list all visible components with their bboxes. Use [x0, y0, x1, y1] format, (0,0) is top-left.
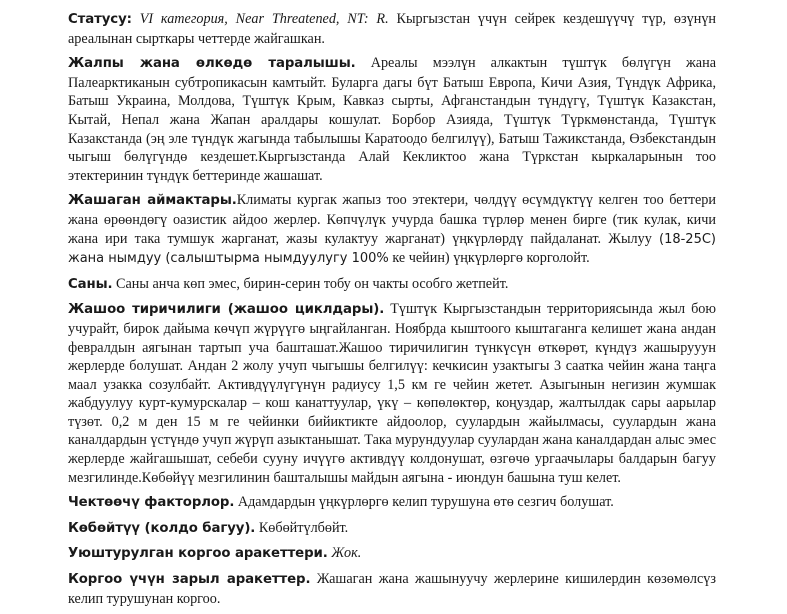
threats-text: Адамдардын үңкүрлөргө келип турушуна өтө сезгич болушат. — [234, 494, 614, 511]
needed-measures-label: Коргоо үчүн зарыл аракеттер. — [68, 572, 311, 588]
distribution-text: Ареалы мээлүн алкактын түштүк бөлүгүн жана Палеарктиканын субтропикасын камтыйт. Буларга дагы бүт Батыш Европа, Кичи Азия, Түндүк Африка, Батыш Украина, Молдова, Түштүк Крым, Кавказ сырты, Афганстандын түндүгү, Түштүк Казакстан, Кытай, Непал жана Жапан аралдары кошулат. Борбор Азияда, Түштүк Түркмөнстанда, Түштүк Казакстанда (эң эле түндүк жагында табылышы Каратоодо белгилүү), Батыш Тажикстанда, Өзбекстандын чыгыш бөлүгүндө кездешет.Кыргызстанда Алай Кекликтоо жана Түркстан кыркаларынын тоо этектеринин түндүк беттеринде жашашат. — [68, 55, 716, 184]
organized-measures-text: Жок. — [327, 545, 362, 562]
breeding-text: Көбөйтүлбөйт. — [255, 519, 349, 536]
status-text: Кыргызстан үчүн сейрек кездешүүчү түр, өзүнүн ареалынан сырткары четтерде жайгашкан. — [68, 11, 717, 47]
threats-paragraph — [68, 493, 716, 513]
life-cycle-paragraph — [68, 300, 716, 487]
breeding-label: Көбөйтүү (колдо багуу). — [68, 520, 256, 536]
life-cycle-text: Түштүк Кыргызстандын территориясында жыл бою учурайт, бирок дайыма көчүп жүрүүгө ыңгайланган. Ноябрда кыштоого кыштаганга келишет жана андан февралдын аягынан тартып уча башташат.Жашоо тиричилигин түнкүсүн өткөрөт, күндүз жашырууун жерлерде болушат. Андан 2 жолу учуп чыгышы белгилүү: кечкисин узактыгы 3 саатка чейин жана таңга маал узакка созулбайт. Активдүүлүгүнүн радиусу 1,5 км ге чейин жетет. Азыгынын негизин жумшак жабдуулуу курт-кумурскалар – кош канаттуулар, үкү – көпөлөктөр, коңуздар, жалтылдак сары аарылар түзөт. 0,2 м ден 15 м ге чейинки бийиктикте айдоолор, суулардын жайылмасы, суулардын жана каналдардын үстүндө учуп жүрүп азыктанышат. Така мурундуулар суулардан жана каналдардан алыс эмес жерлерде жайгашышат, себеби сууну ичүүгө активдүү колдонушат, өзгөчө ургаачылары балдарын багуу мезгилинде.Көбөйүү мезгилинин башталышы майдын аягына - июндун башына туш келет. — [68, 301, 716, 486]
breeding-paragraph — [68, 519, 716, 539]
distribution-paragraph — [68, 54, 716, 185]
habitat-paragraph — [68, 191, 716, 268]
distribution-label: Жалпы жана өлкөдө таралышы. — [68, 56, 356, 72]
document-body — [68, 10, 716, 614]
needed-measures-text: Жашаган жана жашынуучу жерлерине кишилердин көзөмөлсүз келип турушунан коргоо. — [68, 571, 716, 607]
count-text: Саны анча көп эмес, бирин-серин тобу он чакты особго жетпейт. — [112, 275, 509, 292]
needed-measures-paragraph — [68, 570, 716, 608]
habitat-text-c: ке чейин) үңкүрлөргө корголойт. — [388, 250, 590, 267]
status-paragraph — [68, 10, 716, 48]
organized-measures-paragraph — [68, 544, 716, 564]
habitat-text-b: (18-25С) жана нымдуу (салыштырма нымдуулугу 100% — [68, 231, 716, 267]
count-label: Саны. — [68, 276, 113, 292]
status-category: VI категория, Near Threatened, NT: R. — [131, 11, 389, 27]
threats-label: Чектөөчү факторлор. — [68, 495, 235, 511]
habitat-label: Жашаган аймактары. — [68, 193, 237, 209]
count-paragraph — [68, 275, 716, 295]
status-label: Статусу: — [68, 12, 132, 27]
life-cycle-label: Жашоо тиричилиги (жашоо циклдары). — [68, 302, 385, 318]
organized-measures-label: Уюштурулган коргоо аракеттери. — [68, 546, 328, 562]
habitat-text-a: Климаты кургак жапыз тоо этектери, чөлдүү өсүмдүктүү келген тоо беттери жана өрөөндөгү оазистик айдоо жерлер. Көпчүлүк учурда башка түрлөр менен бирге (тик кулак, кичи жана ири така тумшук жарганат, жазы кулактуу жарганат) үңкүрлөрдү пайдаланат. Жылуу — [68, 192, 716, 247]
